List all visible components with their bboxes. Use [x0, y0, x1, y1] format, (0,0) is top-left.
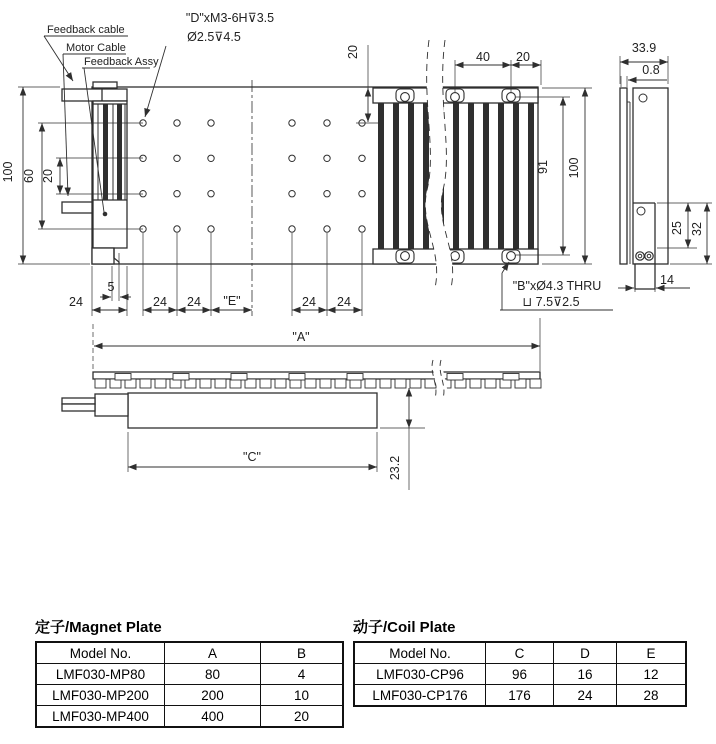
coil-plate-table — [353, 641, 687, 707]
tap-callout-line2: Ø2.5⊽4.5 — [187, 30, 241, 44]
magnet-segments — [95, 379, 541, 388]
bore-callout-line2: ⊔ 7.5⊽2.5 — [522, 295, 580, 309]
dim-91: 91 — [536, 160, 550, 174]
table-cell: D — [554, 642, 617, 664]
feedback-assy-label: Feedback Assy — [84, 56, 159, 68]
connector-housing — [635, 264, 655, 289]
dim-24-c: 24 — [187, 295, 201, 309]
dim-24-d: 24 — [302, 295, 316, 309]
dim-32: 32 — [690, 222, 704, 236]
side-view — [620, 88, 668, 289]
dim-23-2: 23.2 — [388, 455, 402, 481]
dim-20-right: 20 — [516, 50, 530, 64]
cable-rod-bottom — [62, 404, 95, 411]
dim-e: "E" — [223, 294, 241, 308]
dim-33-9: 33.9 — [631, 41, 657, 55]
dim-a: "A" — [292, 330, 310, 344]
dim-25: 25 — [670, 221, 684, 235]
table-row — [36, 664, 343, 685]
dim-60: 60 — [22, 169, 36, 183]
table-cell: A — [165, 642, 261, 664]
magnet-plate-table-section — [35, 616, 344, 728]
dim-100-left: 100 — [1, 161, 15, 183]
table-cell: B — [261, 642, 344, 664]
magnet-rail-strip — [93, 372, 540, 379]
table-cell: 4 — [261, 664, 344, 685]
table-cell: E — [617, 642, 687, 664]
table-cell: 24 — [554, 685, 617, 707]
dim-20-top: 20 — [346, 45, 360, 59]
magnet-plate-section — [620, 88, 627, 264]
table-header-row — [354, 642, 686, 664]
coil-block — [128, 393, 377, 428]
magnet-plate-table-title: 定子/Magnet Plate — [35, 619, 162, 636]
table-cell: C — [486, 642, 554, 664]
coil-plate-table-section — [353, 616, 687, 707]
table-cell: 28 — [617, 685, 687, 707]
table-cell: 400 — [165, 706, 261, 728]
top-view — [62, 40, 538, 316]
table-cell: 16 — [554, 664, 617, 685]
dim-24-e: 24 — [337, 295, 351, 309]
cable-rod-top — [62, 398, 95, 404]
carriage-assembly — [62, 82, 127, 264]
tap-callout-line1: "D"xM3-6H⊽3.5 — [185, 11, 275, 25]
dim-40: 40 — [476, 50, 490, 64]
table-cell: 176 — [486, 685, 554, 707]
dim-24-a: 24 — [69, 295, 83, 309]
motor-cable-label: Motor Cable — [66, 42, 126, 54]
table-cell: 20 — [261, 706, 344, 728]
dim-0-8: 0.8 — [642, 63, 660, 77]
table-cell: LMF030-MP200 — [36, 685, 165, 706]
table-row — [354, 685, 686, 707]
dim-14: 14 — [660, 273, 674, 287]
table-cell: 10 — [261, 685, 344, 706]
table-cell: 200 — [165, 685, 261, 706]
front-view — [62, 360, 541, 428]
coil-plate-section — [633, 88, 668, 264]
coil-plate-table-title: 动子/Coil Plate — [353, 619, 456, 636]
table-cell: Model No. — [354, 642, 486, 664]
dim-20-left: 20 — [41, 169, 55, 183]
table-cell: 96 — [486, 664, 554, 685]
magnet-plate-table — [35, 641, 344, 728]
dim-24-b: 24 — [153, 295, 167, 309]
table-row — [36, 706, 343, 728]
table-cell: LMF030-MP400 — [36, 706, 165, 728]
dim-100-right: 100 — [567, 157, 581, 179]
table-cell: LMF030-CP176 — [354, 685, 486, 707]
table-cell: Model No. — [36, 642, 165, 664]
table-cell: 80 — [165, 664, 261, 685]
dim-c: "C" — [243, 450, 261, 464]
table-cell: 12 — [617, 664, 687, 685]
leader-dot — [103, 212, 108, 217]
cable-bracket — [95, 394, 128, 416]
table-header-row — [36, 642, 343, 664]
table-cell: LMF030-CP96 — [354, 664, 486, 685]
table-row — [36, 685, 343, 706]
feedback-cable-label: Feedback cable — [47, 24, 125, 36]
table-row — [354, 664, 686, 685]
coil-plate-plan — [373, 40, 538, 288]
table-cell: LMF030-MP80 — [36, 664, 165, 685]
bore-callout-line1: "B"xØ4.3 THRU — [512, 279, 602, 293]
dim-5: 5 — [107, 280, 115, 294]
